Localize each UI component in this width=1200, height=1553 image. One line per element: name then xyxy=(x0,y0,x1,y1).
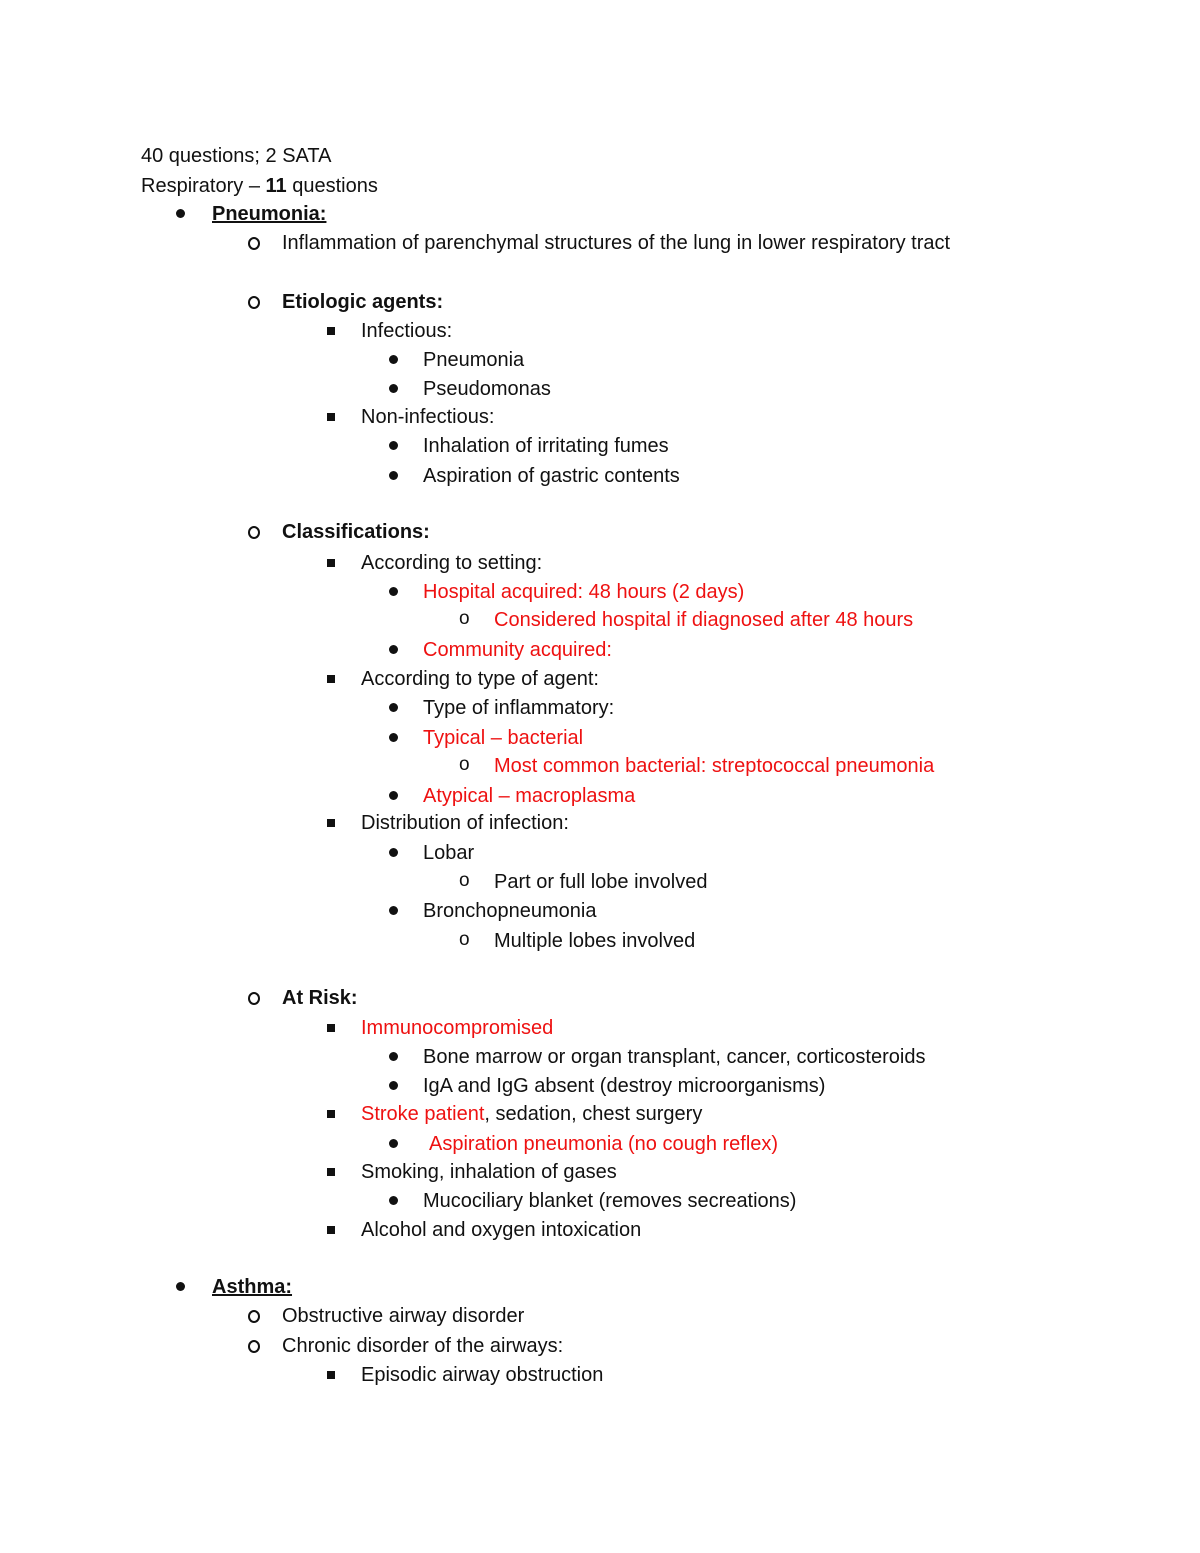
bullet-dot-icon xyxy=(389,441,398,450)
aspiration-pneumonia: Aspiration pneumonia (no cough reflex) xyxy=(429,1133,779,1155)
list-item: Episodic airway obstruction xyxy=(361,1364,604,1386)
list-item: Pseudomonas xyxy=(423,378,551,400)
hospital-acquired: Hospital acquired: 48 hours (2 days) xyxy=(423,581,745,603)
bullet-dot-icon xyxy=(389,645,398,654)
bullet-square-icon xyxy=(327,1168,335,1176)
list-item: Chronic disorder of the airways: xyxy=(282,1335,564,1357)
bullet-o-icon: o xyxy=(459,870,470,891)
bullet-ring-icon xyxy=(248,237,260,250)
bullet-o-icon: o xyxy=(459,608,470,629)
question-count: 40 questions; 2 SATA xyxy=(141,145,332,167)
list-item: Pneumonia xyxy=(423,349,525,371)
list-item: Inhalation of irritating fumes xyxy=(423,435,669,457)
etiologic-heading: Etiologic agents: xyxy=(282,291,444,313)
bronchopneumonia-note: Multiple lobes involved xyxy=(494,930,696,952)
typical-note: Most common bacterial: streptococcal pneumonia xyxy=(494,755,935,777)
agent-label: According to type of agent: xyxy=(361,668,599,690)
distribution-label: Distribution of infection: xyxy=(361,812,569,834)
bullet-ring-icon xyxy=(248,1310,260,1323)
bullet-square-icon xyxy=(327,413,335,421)
at-risk-heading: At Risk: xyxy=(282,987,358,1009)
bullet-square-icon xyxy=(327,1226,335,1234)
inflammatory-label: Type of inflammatory: xyxy=(423,697,615,719)
bullet-dot-icon xyxy=(176,209,185,218)
list-item: Obstructive airway disorder xyxy=(282,1305,525,1327)
lobar-note: Part or full lobe involved xyxy=(494,871,708,893)
bullet-dot-icon xyxy=(176,1282,185,1291)
lobar-label: Lobar xyxy=(423,842,475,864)
bullet-square-icon xyxy=(327,559,335,567)
bullet-square-icon xyxy=(327,1110,335,1118)
bullet-square-icon xyxy=(327,1371,335,1379)
bullet-dot-icon xyxy=(389,384,398,393)
pneumonia-definition: Inflammation of parenchymal structures of the lung in lower respiratory tract xyxy=(282,232,951,254)
bullet-dot-icon xyxy=(389,1196,398,1205)
bullet-dot-icon xyxy=(389,1081,398,1090)
bullet-ring-icon xyxy=(248,1340,260,1353)
bullet-o-icon: o xyxy=(459,754,470,775)
bullet-dot-icon xyxy=(389,791,398,800)
community-acquired: Community acquired: xyxy=(423,639,612,661)
typical-bacterial: Typical – bacterial xyxy=(423,727,584,749)
bullet-square-icon xyxy=(327,327,335,335)
respiratory-count: Respiratory – 11 questions xyxy=(141,175,378,197)
bullet-dot-icon xyxy=(389,355,398,364)
alcohol-label: Alcohol and oxygen intoxication xyxy=(361,1219,642,1241)
atypical-macroplasma: Atypical – macroplasma xyxy=(423,785,636,807)
classifications-heading: Classifications: xyxy=(282,521,430,543)
list-item: IgA and IgG absent (destroy microorganisms) xyxy=(423,1075,826,1097)
bullet-dot-icon xyxy=(389,1052,398,1061)
bullet-dot-icon xyxy=(389,471,398,480)
bullet-dot-icon xyxy=(389,703,398,712)
noninfectious-label: Non-infectious: xyxy=(361,406,495,428)
bullet-square-icon xyxy=(327,819,335,827)
bullet-dot-icon xyxy=(389,587,398,596)
bullet-ring-icon xyxy=(248,992,260,1005)
hospital-note: Considered hospital if diagnosed after 48 hours xyxy=(494,609,914,631)
list-item: Aspiration of gastric contents xyxy=(423,465,680,487)
mucociliary-label: Mucociliary blanket (removes secreations) xyxy=(423,1190,797,1212)
bullet-o-icon: o xyxy=(459,929,470,950)
infectious-label: Infectious: xyxy=(361,320,453,342)
bullet-dot-icon xyxy=(389,906,398,915)
bullet-square-icon xyxy=(327,1024,335,1032)
bullet-dot-icon xyxy=(389,848,398,857)
smoking-label: Smoking, inhalation of gases xyxy=(361,1161,617,1183)
bullet-dot-icon xyxy=(389,733,398,742)
bullet-square-icon xyxy=(327,675,335,683)
bullet-ring-icon xyxy=(248,296,260,309)
bullet-ring-icon xyxy=(248,526,260,539)
asthma-title: Asthma: xyxy=(212,1276,293,1298)
list-item: Bone marrow or organ transplant, cancer, corticosteroids xyxy=(423,1046,926,1068)
stroke-patient-line: Stroke patient, sedation, chest surgery xyxy=(361,1103,703,1125)
setting-label: According to setting: xyxy=(361,552,543,574)
immunocompromised-label: Immunocompromised xyxy=(361,1017,554,1039)
pneumonia-title: Pneumonia: xyxy=(212,203,327,225)
bronchopneumonia-label: Bronchopneumonia xyxy=(423,900,597,922)
bullet-dot-icon xyxy=(389,1139,398,1148)
